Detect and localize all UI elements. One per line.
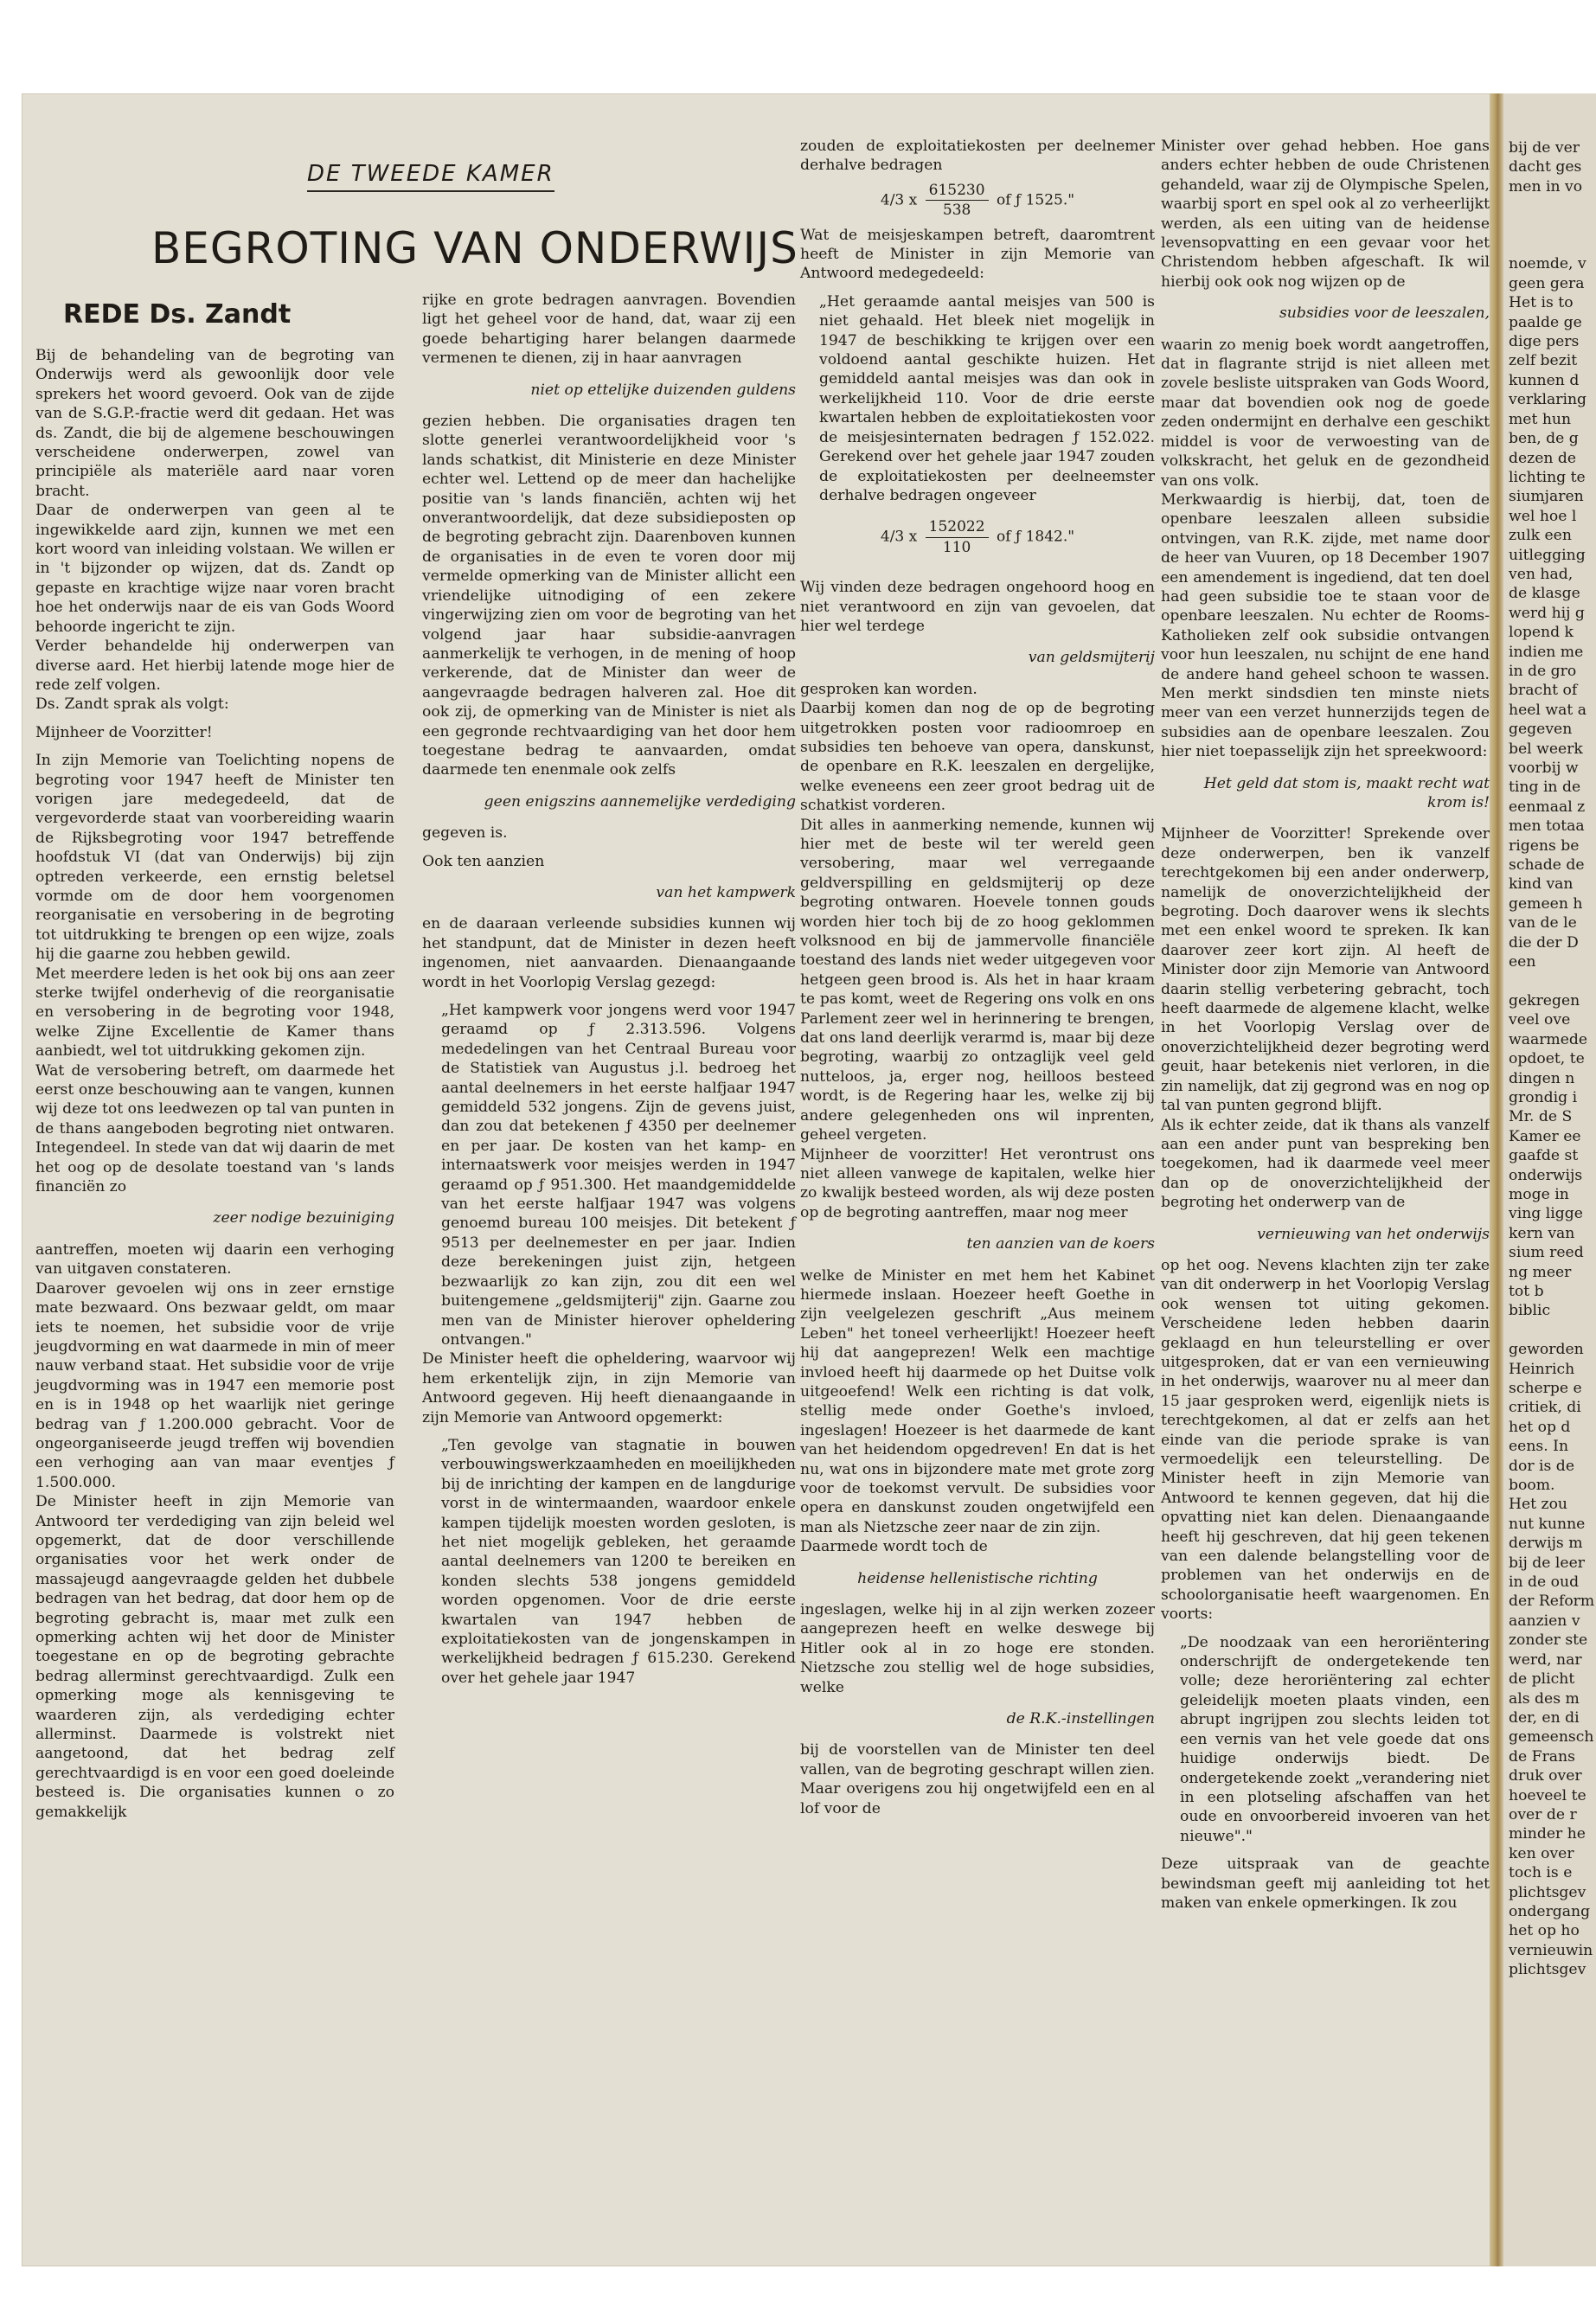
- formula-boys: 4/3 x $\frac{615230}{538}$ of ƒ 1525.": [880, 181, 1075, 220]
- strip-line: bel weerk: [1509, 740, 1583, 758]
- strip-line: ving ligge: [1509, 1205, 1583, 1223]
- strip-line: die der D: [1509, 933, 1579, 952]
- adjacent-page-strip: [1503, 93, 1596, 2266]
- strip-line: critiek, di: [1509, 1399, 1581, 1417]
- strip-line: siumjaren: [1509, 488, 1584, 506]
- paragraph: waarin zo menig boek wordt aangetroffen, dat in flagrante strijd is niet alleen met zovele besliste uitspraken van Gods Woord, maar dat bovendien ook nog de goede zeden ondermijnt en derhalve een geschikt middel is voor de verwoesting van de volkskracht, het geluk en de gezondheid van ons volk.: [1161, 336, 1490, 490]
- strip-line: dacht ges: [1509, 158, 1582, 176]
- formula-girls: 4/3 x $\frac{152022}{110}$ of ƒ 1842.": [880, 518, 1075, 556]
- paragraph: Ook ten aanzien: [422, 852, 545, 870]
- strip-line: zonder ste: [1509, 1631, 1588, 1650]
- strip-line: heel wat a: [1509, 701, 1586, 719]
- strip-line: sium reed: [1509, 1244, 1584, 1262]
- strip-line: uitlegging: [1509, 546, 1586, 564]
- strip-line: druk over: [1509, 1767, 1582, 1785]
- strip-line: [1503, 971, 1596, 990]
- paragraph: gezien hebben. Die organisaties dragen ten slotte generlei verantwoordelijkheid voor 's lands schatkist, dit Ministerie en deze Minister echter wel. Lettend op de meer dan hachelijke positie van 's lands financiën, achten wij het onverantwoordelijk, dat deze subsidieposten op de begroting gebracht zijn. Daarenboven kunnen de organisaties in de even te voren door mij vermelde opmerking van de Minister allicht een vriendelijke uitnodiging of een zekere vingerwijzing zien om voor de begroting van het volgend jaar haar subsidie-aanvragen aanmerkelijk te verhogen, in de mening of hoop verkerende, dat de Minister dan weer de aangevraagde bedragen halveren zal. Hoe dit ook zij, de opmerking van de Minister is niet als een gegronde rechtvaardiging van het door hem toegestane bedrag te aanvaarden, omdat daarmede ten enenmale ook zelfs: [422, 413, 796, 779]
- strip-line: eenmaal z: [1509, 798, 1586, 816]
- paragraph: ingeslagen, welke hij in al zijn werken zozeer aangeprezen heeft en welke deswege bij Hitler ook al in zo hoge ere stonden. Nietzsche zou stellig wel de hoge subsidies, welke: [800, 1601, 1155, 1696]
- strip-line: biblic: [1509, 1302, 1551, 1320]
- paragraph: „De noodzaak van een heroriëntering onderschrijft de ondergetekende ten volle; deze heroriëntering zal echter geleidelijk moeten plaats vinden, een abrupt ingrijpen zou slechts leiden tot een vernis van het vele goede dat ons huidige onderwijs biedt. De ondergetekende zoekt „verandering niet in een plotseling afschaffen van het oude en onvoorbereid invoeren van het nieuwe".": [1180, 1633, 1490, 1845]
- strip-line: kind van: [1509, 875, 1574, 894]
- paragraph: op het oog. Nevens klachten zijn ter zake van dit onderwerp in het Voorlopig Verslag ook wensen tot uiting gekomen. Verscheidene leden hebben daarin geklaagd en hun teleurstelling er over uitgesproken, dat er van een vernieuwing in het onderwijs, waarover nu al meer dan 15 jaar gesproken werd, eigenlijk niets is terechtgekomen, al dat er zelfs aan het einde van die periode sprake is van vermoedelijk een teleurstelling. De Minister heeft in zijn Memorie van Antwoord te kennen gegeven, dat hij die opvatting niet kan delen. Dienaangaande heeft hij geschreven, dat hij geen tekenen van een dalende belangstelling voor de problemen van het onderwijs en de schoolorganisatie heeft waargenomen. En voorts:: [1161, 1256, 1490, 1624]
- newspaper-page: [22, 93, 1596, 2266]
- strip-line: paalde ge: [1509, 313, 1582, 331]
- strip-line: opdoet, te: [1509, 1050, 1585, 1068]
- strip-line: de plicht: [1509, 1670, 1575, 1689]
- strip-line: geworden: [1509, 1341, 1584, 1359]
- strip-line: geen gera: [1509, 274, 1585, 292]
- strip-line: plichtsgev: [1509, 1883, 1586, 1901]
- strip-line: rigens be: [1509, 836, 1580, 855]
- paragraph: en de daaraan verleende subsidies kunnen wij het standpunt, dat de Minister in dezen heeft ingenomen, niet aanvaarden. Dienaangaande wordt in het Voorlopig Verslag gezegd:: [422, 915, 796, 991]
- strip-line: ken over: [1509, 1844, 1574, 1862]
- headline: BEGROTING VAN ONDERWIJS: [151, 223, 798, 273]
- paragraph: rijke en grote bedragen aanvragen. Bovendien ligt het geheel voor de hand, dat, waar zij een goede behartiging harer belangen daarmede vermenen te dienen, zij in haar aanvragen: [422, 292, 796, 368]
- paragraph: Dit alles in aanmerking nemende, kunnen wij hier met de beste wil ter wereld geen versobering, maar wel verregaande geldverspilling en geldsmijterij op deze begroting ontwaren. Hoevele tonnen gouds worden hier toch bij de zo hoog geklommen volksnood en bij de jammervolle financiële toestand des lands niet weder uitgegeven voor hetgeen geen brood is. Als het in haar kraam te pas komt, weet de Regering ons volk en ons Parlement zeer wel in herinnering te brengen, dat ons land deerlijk verarmd is, maar bij deze begroting, waarbij zo ontzaglijk veel geld nutteloos, ja, erger nog, heilloos besteed wordt, is de Regering haar les, welke zij bij andere gelegenheden ons wil inprenten, geheel vergeten.: [800, 816, 1155, 1144]
- strip-line: onderwijs: [1509, 1166, 1583, 1184]
- paragraph: Als ik echter zeide, dat ik thans als vanzelf aan een ander punt van bespreking ben toegekomen, had ik daarmede veel meer dan op de onoverzichtelijkheid der begroting het onderwerp van de: [1161, 1116, 1490, 1212]
- paragraph: Daarmede wordt toch de: [800, 1538, 988, 1556]
- paragraph: Daarbij komen dan nog de op de begroting uitgetrokken posten voor radioomroep en subsidies ten behoeve van opera, danskunst, de openbare en R.K. leeszalen en dergelijke, welke eveneens een zeer groot bedrag uit de schatkist vorderen.: [800, 700, 1155, 815]
- strip-line: derwijs m: [1509, 1535, 1583, 1553]
- strip-line: ben, de g: [1509, 430, 1579, 448]
- paragraph: zouden de exploitatiekosten per deelnemer derhalve bedragen: [800, 138, 1155, 175]
- paragraph: aantreffen, moeten wij daarin een verhoging van uitgaven constateren.: [35, 1240, 394, 1279]
- strip-line: verklaring: [1509, 391, 1587, 409]
- column-3: [800, 137, 1155, 1818]
- paragraph: „Ten gevolge van stagnatie in bouwen verbouwingswerkzaamheden en moeilijkheden bij de inrichting der kampen en de langdurige vorst in de wintermaanden, waardoor enkele kampen tijdelijk moesten worden gesloten, is het niet mogelijk gebleken, het geraamde aantal deelnemers van 1200 te bereiken en konden slechts 538 jongens gemiddeld worden opgenomen. Voor de drie eerste kwartalen van 1947 hebben de exploitatiekosten van de jongenskampen in werkelijkheid bedragen ƒ 615.230. Gerekend over het gehele jaar 1947: [441, 1436, 796, 1687]
- strip-line: dor is de: [1509, 1457, 1574, 1475]
- strip-line: voorbij w: [1509, 760, 1579, 777]
- subheading: van geldsmijterij: [1028, 649, 1155, 667]
- strip-line: gaafde st: [1509, 1147, 1579, 1165]
- subheading: geen enigszins aannemelijke verdediging: [484, 792, 796, 811]
- strip-line: gemeen h: [1509, 894, 1583, 913]
- strip-line: men totaa: [1509, 817, 1585, 836]
- subheading: Het geld dat stom is, maakt recht wat krom is!: [1203, 774, 1490, 811]
- strip-line: [1503, 216, 1596, 235]
- strip-line: wel hoe l: [1509, 507, 1577, 525]
- paragraph: Verder behandelde hij onderwerpen van diverse aard. Het hierbij latende moge hier de rede zelf volgen.: [35, 638, 394, 694]
- strip-line: plichtsgev: [1509, 1961, 1586, 1979]
- strip-line: Het is to: [1509, 294, 1574, 312]
- strip-line: men in vo: [1509, 177, 1583, 195]
- strip-line: Kamer ee: [1509, 1127, 1581, 1145]
- subheading: de R.K.-instellingen: [1006, 1710, 1155, 1728]
- column-4: [1161, 137, 1490, 1913]
- paragraph: Daarover gevoelen wij ons in zeer ernstige mate bezwaard. Ons bezwaar geldt, om maar iets te noemen, het subsidie voor de vrije jeugdvorming en wat daarmede in min of meer nauw verband staat. Het subsidie voor de vrije jeugdvorming was in 1947 een memorie post en is in 1948 op het waarlijk niet geringe bedrag van ƒ 1.200.000 gebracht. Voor de ongeorganiseerde jeugd treffen wij bovendien een verhoging aan van maar eventjes ƒ 1.500.000.: [35, 1279, 394, 1491]
- strip-line: ting in de: [1509, 779, 1581, 797]
- strip-line: der, en di: [1509, 1708, 1580, 1727]
- paragraph: bij de voorstellen van de Minister ten deel vallen, van de begroting geschrapt willen zien. Maar overigens zou hij ongetwijfeld een en al lof voor de: [800, 1741, 1155, 1817]
- page-fold: [1490, 93, 1503, 2266]
- strip-line: ven had,: [1509, 565, 1574, 583]
- strip-line: [1503, 1321, 1596, 1340]
- strip-line: van de le: [1509, 914, 1577, 933]
- strip-line: eens. In: [1509, 1438, 1569, 1456]
- strip-line: met hun: [1509, 410, 1572, 428]
- strip-line: waarmede: [1509, 1030, 1588, 1048]
- paragraph: Bij de behandeling van de begroting van Onderwijs werd als gewoonlijk door vele sprekers het woord gevoerd. Ook van de zijde van de S.G.P.-fractie werd dit gedaan. Het was ds. Zandt, die bij de algemene beschouwingen verscheidene onderwerpen, zowel van principiële als materiële aard naar voren bracht.: [35, 347, 394, 500]
- strip-line: bracht of: [1509, 682, 1578, 700]
- strip-line: indien me: [1509, 643, 1584, 661]
- paragraph: Wat de meisjeskampen betreft, daaromtrent heeft de Minister in zijn Memorie van Antwoord medegedeeld:: [800, 226, 1155, 283]
- paragraph: Mijnheer de voorzitter! Het verontrust ons niet alleen vanwege de kapitalen, welke hier zo kwalijk besteed worden, als wij deze posten op de begroting aantreffen, maar nog meer: [800, 1145, 1155, 1221]
- strip-line: [1503, 235, 1596, 254]
- strip-line: [1503, 196, 1596, 215]
- strip-line: werd, nar: [1509, 1650, 1582, 1669]
- strip-line: bij de leer: [1509, 1554, 1585, 1572]
- paragraph: „Het geraamde aantal meisjes van 500 is niet gehaald. Het bleek niet mogelijk in 1947 de beschikking te krijgen over een voldoend aantal geschikte huizen. Het gemiddeld aantal meisjes was dan ook in werkelijkheid 110. Voor de drie eerste kwartalen hebben de exploitatiekosten voor de meisjesinternaten bedragen ƒ 152.022. Gerekend over het gehele jaar 1947 zouden de exploitatiekosten per deelneemster derhalve bedragen ongeveer: [819, 292, 1155, 504]
- strip-line: als des m: [1509, 1689, 1580, 1708]
- strip-line: kern van: [1509, 1224, 1575, 1242]
- strip-line: Mr. de S: [1509, 1108, 1573, 1126]
- paragraph: Met meerdere leden is het ook bij ons aan zeer sterke twijfel onderhevig of die reorganisatie en versobering in de begroting voor 1948, welke Zijne Excellentie de Kamer thans aanbiedt, wel tot uitdrukking gekomen zijn.: [35, 965, 394, 1061]
- subheading: zeer nodige bezuiniging: [213, 1209, 394, 1227]
- column-1: [35, 346, 394, 1822]
- strip-line: dige pers: [1509, 333, 1580, 351]
- paragraph: Wij vinden deze bedragen ongehoord hoog en niet verantwoord en zijn van gevoelen, dat hier wel terdege: [800, 579, 1155, 635]
- strip-line: zelf bezit: [1509, 352, 1578, 370]
- strip-line: gemeensch: [1509, 1728, 1594, 1747]
- paragraph: welke de Minister en met hem het Kabinet hiermede inslaan. Hoezeer heeft Goethe in zijn veelgelezen geschrift „Aus meinem Leben" het toneel verheerlijkt! Hoezeer heeft hij dat aangeprezen! Welk een machtige invloed heeft hij daarmede op het Duitse volk uitgeoefend! Welk een richting is dat volk, stellig mede onder Goethe's invloed, ingeslagen! Hoezeer is het daarmede de kant van het heidendom opgedreven! En dat is het nu, wat ons in bijzondere mate met grote zorg voor de toekomst vervult. De subsidies voor opera en danskunst zouden ongetwijfeld een man als Nietzsche zeer naar de zin zijn.: [800, 1266, 1155, 1536]
- strip-line: dingen n: [1509, 1069, 1575, 1087]
- paragraph: In zijn Memorie van Toelichting nopens de begroting voor 1947 heeft de Minister ten vorigen jare medegedeeld, dat de vergevorderde staat van voorbereiding waarin de Rijksbegroting voor 1947 betreffende hoofdstuk VI (dat van Onderwijs) bij zijn optreden verkeerde, een ernstig beletsel vormde om de door hem voorgenomen reorganisatie en versobering in de begroting tot uitdrukking te brengen op een wijze, zoals hij die gaarne zou hebben gewild.: [35, 752, 394, 964]
- strip-line: toch is e: [1509, 1864, 1573, 1882]
- paragraph: Mijnheer de Voorzitter! Sprekende over deze onderwerpen, ben ik vanzelf terechtgekomen bij een ander onderwerp, namelijk de onoverzichtelijkheid der begroting. Doch daarover wens ik slechts met een enkel woord te spreken. Ik kan daarover zeer kort zijn. Al heeft de Minister door zijn Memorie van Antwoord daarin stellig verbetering gebracht, toch heeft daarmede de algemene klacht, welke in het Voorlopig Verslag over de onoverzichtelijkheid dezer begroting werd geuit, haar betekenis niet verloren, in die zin namelijk, dat zij gegrond was en nog op tal van punten gegrond blijft.: [1161, 825, 1490, 1115]
- strip-line: werd hij g: [1509, 604, 1585, 622]
- strip-line: het op d: [1509, 1418, 1571, 1436]
- subheading: subsidies voor de leeszalen,: [1279, 304, 1490, 323]
- strip-line: ng meer: [1509, 1263, 1572, 1281]
- paragraph: gesproken kan worden.: [800, 680, 977, 698]
- paragraph: De Minister heeft die opheldering, waarvoor wij hem erkentelijk zijn, in zijn Memorie van Antwoord gegeven. Hij heeft dienaangaande in zijn Memorie van Antwoord opgemerkt:: [422, 1350, 796, 1426]
- strip-line: zulk een: [1509, 527, 1572, 545]
- subheading: van het kampwerk: [656, 883, 796, 901]
- paragraph: „Het kampwerk voor jongens werd voor 1947 geraamd op ƒ 2.313.596. Volgens mededelingen van het Centraal Bureau voor de Statistiek van Augustus j.l. bedroeg het aantal deelnemers in het eerste halfjaar 1947 gemiddeld 532 jongens. Zijn de gevens juist, dan zou dat betekenen ƒ 4350 per deelnemer en per jaar. De kosten van het kamp- en internaatswerk voor meisjes werden in 1947 geraamd op ƒ 951.300. Het maandgemiddelde van het eerste halfjaar 1947 was volgens genoemd bureau 100 meisjes. Dit betekent ƒ 9513 per deelnemester en per jaar. Indien deze berekeningen juist zijn, hetgeen bezwaarlijk zo kan zijn, zou dit een wel buitengemene „geldsmijterij" zijn. Gaarne zou men van de Minister hierover opheldering ontvangen.": [441, 1002, 796, 1349]
- strip-line: gekregen: [1509, 991, 1580, 1009]
- strip-line: lichting te: [1509, 468, 1586, 486]
- strip-line: noemde, v: [1509, 255, 1586, 273]
- strip-line: veel ove: [1509, 1011, 1571, 1029]
- paragraph: Merkwaardig is hierbij, dat, toen de openbare leeszalen alleen subsidie ontvingen, van R.K. zijde, met name door de heer van Vuuren, op 18 December 1907 een amendement is ingediend, dat ten doel had geen subsidie toe te staan voor de openbare leeszalen. Nu echter de Rooms-Katholieken zelf ook subsidie ontvangen voor hun leeszalen, nu schijnt de ene hand de andere hand geheel schoon te wassen. Men merkt sindsdien ten minste niets meer van een verzet hunnerzijds tegen de subsidies aan de openbare leeszalen. Zou hier niet toepasselijk zijn het spreekwoord:: [1161, 490, 1490, 761]
- strip-line: moge in: [1509, 1185, 1569, 1203]
- paragraph: De Minister heeft in zijn Memorie van Antwoord ter verdediging van zijn beleid wel opgemerkt, dat de door verschillende organisaties voor het werk onder de massajeugd aangevraagde gelden het dubbele bedragen van het bedrag, dat door hem op de begroting gebracht is, maar met zulk een opmerking achten wij het door de Minister toegestane en op de begroting gebrachte bedrag allerminst gerechtvaardigd. Zulk een opmerking moge als kennisgeving te waarderen zijn, als verdediging echter allerminst. Daarmede is volstrekt niet aangetoond, dat het bedrag zelf gerechtvaardigd is en voor een goed doeleinde besteed is. Die organisaties kunnen o zo gemakkelijk: [35, 1493, 394, 1821]
- strip-line: schade de: [1509, 856, 1585, 875]
- strip-line: hoeveel te: [1509, 1786, 1586, 1804]
- strip-line: kunnen d: [1509, 371, 1580, 389]
- subheading: niet op ettelijke duizenden guldens: [530, 381, 796, 399]
- paragraph: Ds. Zandt sprak als volgt:: [35, 695, 229, 714]
- strip-line: dezen de: [1509, 449, 1577, 467]
- strip-line: minder he: [1509, 1825, 1586, 1843]
- subheading: vernieuwing van het onderwijs: [1257, 1225, 1490, 1243]
- strip-line: het op ho: [1509, 1922, 1580, 1940]
- subheading: ten aanzien van de koers: [966, 1235, 1155, 1253]
- strip-line: in de oud: [1509, 1574, 1580, 1592]
- strip-line: boom.: [1509, 1477, 1555, 1495]
- strip-line: Het zou: [1509, 1496, 1568, 1514]
- strip-line: grondig i: [1509, 1088, 1578, 1106]
- strip-line: de Frans: [1509, 1747, 1575, 1766]
- section-kicker: DE TWEEDE KAMER: [307, 161, 554, 192]
- paragraph: gegeven is.: [422, 824, 508, 843]
- strip-line: lopend k: [1509, 624, 1574, 642]
- paragraph: Minister over gehad hebben. Hoe gans anders echter hebben de oude Christenen gehandeld, waar zij de Olympische Spelen, waarbij sport en spel ook al zo verheerlijkt werden, als een uiting van de heidense levensopvatting en een gevaar voor het Christendom hebben afgeschaft. Ik wil hierbij ook ook nog wijzen op de: [1161, 138, 1490, 291]
- strip-line: tot b: [1509, 1282, 1544, 1300]
- strip-line: nut kunne: [1509, 1515, 1586, 1533]
- strip-line: over de r: [1509, 1805, 1577, 1823]
- strip-line: Heinrich: [1509, 1360, 1575, 1378]
- strip-line: gegeven: [1509, 721, 1573, 739]
- strip-line: in de gro: [1509, 662, 1577, 680]
- strip-line: aanzien v: [1509, 1612, 1580, 1630]
- strip-line: de klasge: [1509, 585, 1580, 603]
- paragraph: Wat de versobering betreft, om daarmede het eerst onze beschouwing aan te vangen, kunnen wij deze tot ons leedwezen op tal van punten in de thans aangeboden begroting niet ontwaren. Integendeel. In stede van dat wij daarin de met het oog op de desolate toestand van 's lands financiën zo: [35, 1061, 394, 1196]
- strip-line: der Reform: [1509, 1593, 1595, 1611]
- strip-line: bij de ver: [1509, 139, 1580, 157]
- subheading: heidense hellenistische richting: [857, 1569, 1098, 1587]
- strip-line: scherpe e: [1509, 1380, 1582, 1397]
- paragraph: Daar de onderwerpen van geen al te ingewikkelde aard zijn, kunnen we met een kort woord van inleiding volstaan. We willen er in 't bijzonder op wijzen, dat ds. Zandt op gepaste en krachtige wijze naar voren bracht hoe het onderwijs naar de eis van Gods Woord behoorde ingericht te zijn.: [35, 502, 394, 636]
- strip-line: vernieuwin: [1509, 1941, 1593, 1959]
- paragraph: Mijnheer de Voorzitter!: [35, 723, 213, 741]
- column-2: [422, 291, 796, 1688]
- strip-line: een: [1509, 953, 1536, 971]
- paragraph: Deze uitspraak van de geachte bewindsman geeft mij aanleiding tot het maken van enkele opmerkingen. Ik zou: [1161, 1856, 1490, 1912]
- strip-line: ondergang: [1509, 1902, 1591, 1920]
- speech-title: REDE Ds. Zandt: [63, 299, 292, 330]
